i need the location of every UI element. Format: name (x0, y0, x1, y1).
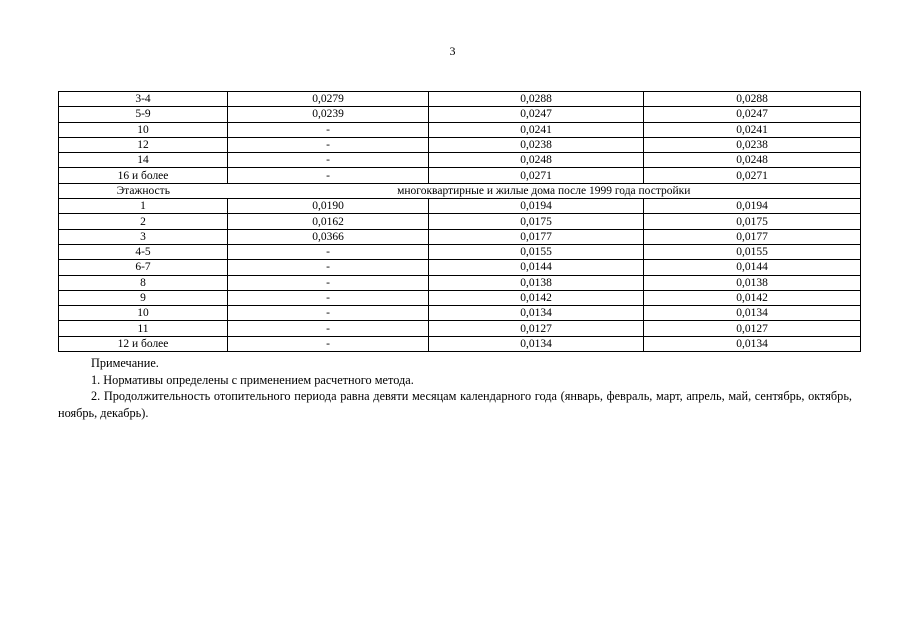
value-cell: 0,0247 (429, 107, 644, 122)
floors-cell: 10 (59, 306, 228, 321)
floors-cell: 5-9 (59, 107, 228, 122)
value-cell: 0,0134 (429, 336, 644, 351)
value-cell: 0,0134 (429, 306, 644, 321)
value-cell: 0,0144 (644, 260, 861, 275)
page-number: 3 (449, 44, 456, 58)
value-cell: 0,0144 (429, 260, 644, 275)
floors-cell: 2 (59, 214, 228, 229)
table-row (59, 137, 861, 152)
floors-cell: 8 (59, 275, 228, 290)
value-cell: - (228, 122, 429, 137)
floors-cell: 16 и более (59, 168, 228, 183)
floors-cell: 12 и более (59, 336, 228, 351)
table-row (59, 306, 861, 321)
value-cell: 0,0279 (228, 92, 429, 107)
value-cell: 0,0134 (644, 336, 861, 351)
value-cell: 0,0248 (429, 153, 644, 168)
table-body-top (59, 92, 861, 184)
value-cell: 0,0271 (429, 168, 644, 183)
value-cell: - (228, 137, 429, 152)
table-body-bottom (59, 199, 861, 352)
value-cell: 0,0366 (228, 229, 429, 244)
table-row (59, 260, 861, 275)
table-row (59, 122, 861, 137)
table-row (59, 168, 861, 183)
value-cell: 0,0127 (644, 321, 861, 336)
value-cell: 0,0175 (644, 214, 861, 229)
section-row (59, 183, 861, 198)
table-row (59, 214, 861, 229)
value-cell: 0,0288 (644, 92, 861, 107)
value-cell: 0,0134 (644, 306, 861, 321)
floors-cell: 6-7 (59, 260, 228, 275)
value-cell: - (228, 321, 429, 336)
value-cell: - (228, 336, 429, 351)
table-row (59, 92, 861, 107)
value-cell: 0,0177 (644, 229, 861, 244)
value-cell: 0,0142 (429, 290, 644, 305)
value-cell: 0,0241 (429, 122, 644, 137)
table-row (59, 244, 861, 259)
value-cell: 0,0239 (228, 107, 429, 122)
note-item: 2. Продолжительность отопительного периода равна девяти месяцам календарного года (январь, февраль, март, апрель, май, сентябрь, октябрь, ноябрь, декабрь). (58, 389, 852, 420)
value-cell: - (228, 275, 429, 290)
table-row (59, 275, 861, 290)
table-section (59, 183, 861, 198)
value-cell: 0,0175 (429, 214, 644, 229)
section-label: Этажность (59, 183, 228, 198)
table-row (59, 199, 861, 214)
value-cell: - (228, 168, 429, 183)
floors-cell: 9 (59, 290, 228, 305)
value-cell: 0,0155 (644, 244, 861, 259)
value-cell: 0,0138 (429, 275, 644, 290)
value-cell: 0,0162 (228, 214, 429, 229)
value-cell: 0,0241 (644, 122, 861, 137)
value-cell: - (228, 260, 429, 275)
floors-cell: 11 (59, 321, 228, 336)
value-cell: 0,0194 (644, 199, 861, 214)
norms-table (58, 91, 861, 352)
value-cell: 0,0288 (429, 92, 644, 107)
value-cell: 0,0155 (429, 244, 644, 259)
floors-cell: 4-5 (59, 244, 228, 259)
table-row (59, 290, 861, 305)
value-cell: 0,0138 (644, 275, 861, 290)
notes-heading: Примечание. (91, 356, 159, 370)
floors-cell: 14 (59, 153, 228, 168)
value-cell: 0,0127 (429, 321, 644, 336)
value-cell: 0,0247 (644, 107, 861, 122)
value-cell: 0,0238 (429, 137, 644, 152)
floors-cell: 12 (59, 137, 228, 152)
value-cell: - (228, 306, 429, 321)
section-title: многоквартирные и жилые дома после 1999 года постройки (228, 183, 861, 198)
value-cell: - (228, 244, 429, 259)
value-cell: 0,0177 (429, 229, 644, 244)
value-cell: - (228, 290, 429, 305)
value-cell: 0,0190 (228, 199, 429, 214)
table-row (59, 321, 861, 336)
floors-cell: 1 (59, 199, 228, 214)
notes (58, 355, 852, 421)
value-cell: 0,0194 (429, 199, 644, 214)
floors-cell: 10 (59, 122, 228, 137)
value-cell: 0,0238 (644, 137, 861, 152)
floors-cell: 3 (59, 229, 228, 244)
note-item: 1. Нормативы определены с применением расчетного метода. (91, 372, 414, 387)
table-row (59, 107, 861, 122)
value-cell: - (228, 153, 429, 168)
table-row (59, 153, 861, 168)
value-cell: 0,0271 (644, 168, 861, 183)
floors-cell: 3-4 (59, 92, 228, 107)
table-row (59, 336, 861, 351)
table-row (59, 229, 861, 244)
value-cell: 0,0142 (644, 290, 861, 305)
value-cell: 0,0248 (644, 153, 861, 168)
